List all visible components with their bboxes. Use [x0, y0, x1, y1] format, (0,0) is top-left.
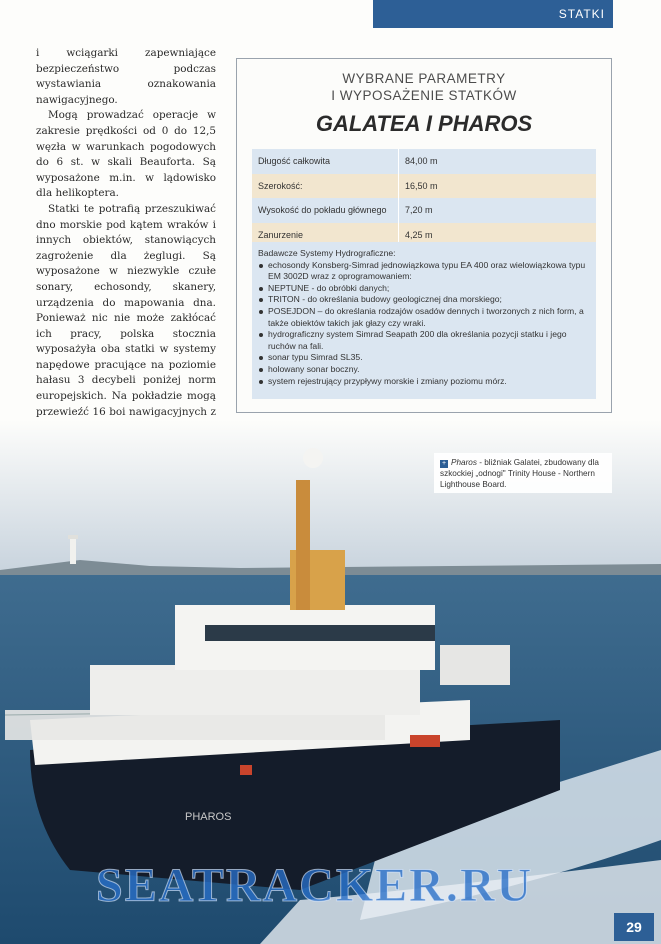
article-paragraph: Statki te potrafią przeszukiwać dno morskie pod kątem wraków i innych obiektów, stanowiących zagrożenie dla żeglugi. Są wyposażone w niezwykle czułe sonary, echosondy, skanery, urządzenia do mapowania dna. Ponieważ nic nie może zakłócać ich pracy, polska stocznia wyposażyła oba statki w systemy napędowe pracujące na poziomie hałasu 3 decybeli poniżej norm europejskich. Na pokładzie mogą przewieźć 16 boi nawigacyjnych z	[36, 202, 216, 418]
parameters-box	[236, 58, 612, 413]
list-item: sonar typu Simrad SL35.	[268, 352, 590, 364]
spec-value: 84,00 m	[405, 156, 438, 166]
spec-label: Zanurzenie	[258, 229, 304, 240]
systems-list-box	[252, 242, 596, 399]
box-heading-line2: I WYPOSAŻENIE STATKÓW	[331, 88, 517, 103]
spec-table	[252, 149, 596, 247]
photo-caption	[434, 453, 612, 493]
spec-label: Szerokość:	[258, 180, 303, 191]
systems-list	[258, 260, 590, 388]
hull-name: PHAROS	[185, 811, 232, 823]
spec-value: 4,25 m	[405, 229, 433, 240]
list-item: NEPTUNE - do obróbki danych;	[268, 283, 590, 295]
list-item: system rejestrujący przypływy morskie i zmiany poziomu mórz.	[268, 376, 590, 388]
spec-row	[252, 149, 596, 174]
spec-label: Długość całkowita	[258, 156, 331, 166]
box-heading-line1: WYBRANE PARAMETRY	[342, 71, 506, 86]
list-item: hydrograficzny system Simrad Seapath 200 dla określania pozycji statku i jego ruchów na fali.	[268, 329, 590, 352]
box-title: GALATEA I PHAROS	[315, 111, 533, 136]
systems-title: Badawcze Systemy Hydrograficzne:	[258, 248, 396, 258]
caption-marker-icon: +	[441, 460, 447, 467]
spec-row	[252, 174, 596, 199]
list-item: echosondy Konsberg-Simrad jednowiązkowa typu EA 400 oraz wielowiązkowa typu EM 3002D wraz z oprogramowaniem:	[268, 260, 590, 283]
watermark: SEATRACKER.RU	[96, 859, 534, 912]
list-item: holowany sonar boczny.	[268, 364, 590, 376]
article-paragraph: i wciągarki zapewniające bezpieczeństwo podczas wystawiania oznakowania nawigacyjnego.	[36, 47, 216, 106]
caption-ship: Pharos	[451, 458, 477, 467]
list-item: POSEJDON – do określania rodzajów osadów dennych i tworzonych z nich form, a także obiektów takich jak głazy czy wraki.	[268, 306, 590, 329]
article-paragraph: Mogą prowadzać operacje w zakresie prędkości od 0 do 12,5 węzła w warunkach pogodowych do 6 st. w skali Beauforta. Są wyposażone m.in. w lądowisko dla helikoptera.	[36, 109, 216, 200]
page-number: 29	[614, 913, 654, 941]
lighthouse-icon	[70, 538, 76, 564]
list-item: TRITON - do określania budowy geologicznej dna morskiego;	[268, 294, 590, 306]
ship-superstructure	[90, 665, 420, 715]
section-tab	[373, 0, 613, 28]
spec-value: 7,20 m	[405, 205, 433, 215]
caption-text: - bliźniak Galatei, zbudowany dla szkockiej „odnogi" Trinity House - Northern Lighthouse Board.	[440, 458, 599, 489]
spec-label: Wysokość do pokładu głównego	[258, 205, 387, 215]
spec-value: 16,50 m	[405, 180, 438, 191]
spec-row	[252, 198, 596, 223]
section-label: STATKI	[558, 7, 605, 21]
